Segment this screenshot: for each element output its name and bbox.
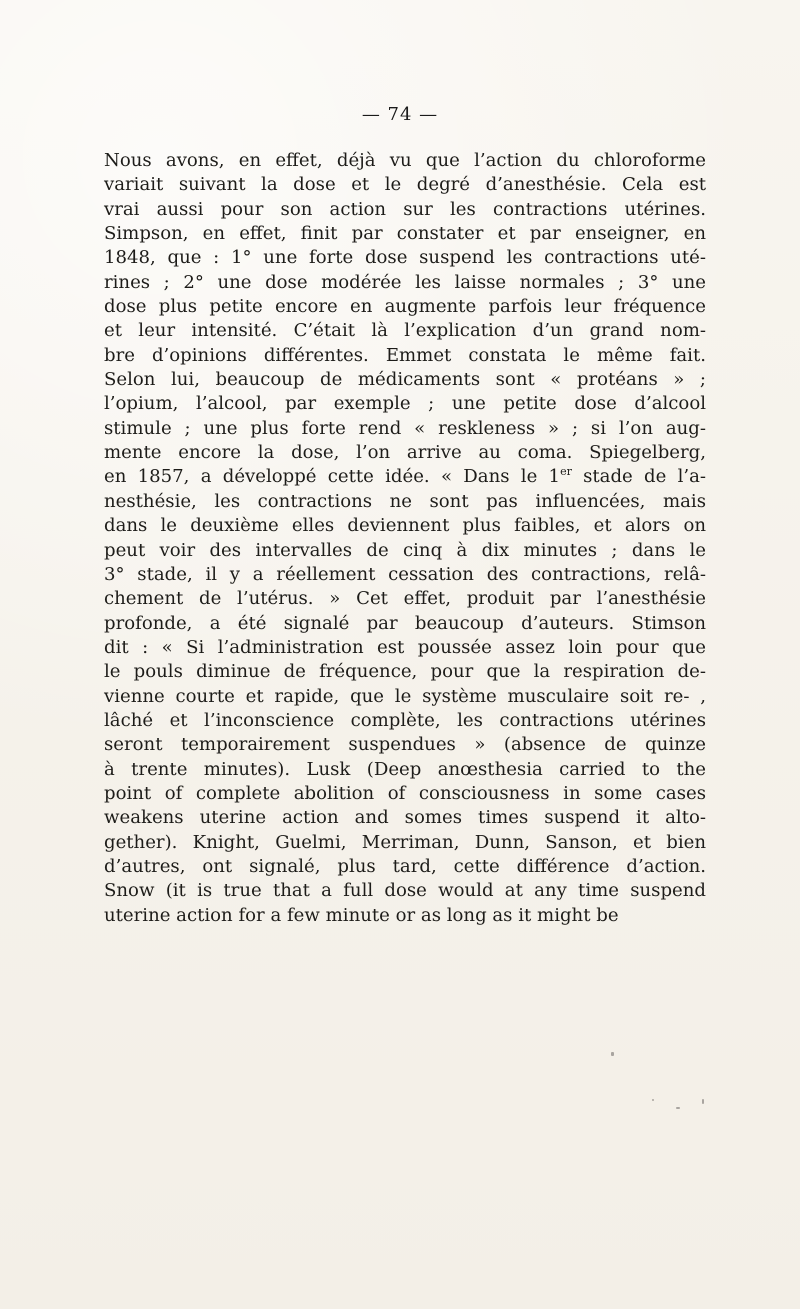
- superscript: er: [560, 465, 572, 479]
- text-line: stimule ; une plus forte rend « reskleness » ; si l’on aug-: [104, 417, 706, 439]
- text-line: en 1857, a développé cette idée. « Dans le 1er stade de l’a-: [104, 465, 707, 488]
- page-number: — 74 —: [361, 104, 439, 125]
- text-line: 3° stade, il y a réellement cessation des contractions, relâ-: [104, 563, 706, 585]
- text-line: Nous avons, en effet, déjà vu que l’action du chloroforme: [104, 150, 706, 171]
- text-line: chement de l’utérus. » Cet effet, produit par l’anesthésie: [104, 588, 706, 610]
- text-line: vienne courte et rapide, que le système musculaire soit re- ,: [104, 685, 706, 707]
- text-line: l’opium, l’alcool, par exemple ; une petite dose d’alcool: [104, 393, 706, 415]
- ink-speck: [652, 1099, 654, 1101]
- ink-speck: [702, 1099, 704, 1104]
- text-line: seront temporairement suspendues » (absence de quinze: [104, 734, 706, 756]
- text-line: point of complete abolition of consciousness in some cases: [104, 782, 706, 804]
- text-line: dose plus petite encore en augmente parfois leur fréquence: [104, 296, 706, 318]
- text-line: gether). Knight, Guelmi, Merriman, Dunn, Sanson, et bien: [104, 831, 706, 853]
- text-line: Simpson, en effet, finit par constater et par enseigner, en: [104, 223, 706, 245]
- text-line: d’autres, ont signalé, plus tard, cette différence d’action.: [104, 855, 706, 877]
- text-line: variait suivant la dose et le degré d’anesthésie. Cela est: [104, 174, 706, 196]
- text-line: lâché et l’inconscience complète, les contractions utérines: [104, 709, 706, 731]
- text-line: 1848, que : 1° une forte dose suspend les contractions uté-: [104, 247, 706, 269]
- text-line: nesthésie, les contractions ne sont pas influencées, mais: [104, 490, 706, 512]
- text-line: Snow (it is true that a full dose would at any time suspend: [104, 880, 706, 902]
- ink-speck: [676, 1107, 680, 1109]
- text-line: uterine action for a few minute or as long as it might be: [104, 904, 619, 926]
- text-line: vrai aussi pour son action sur les contractions utérines.: [104, 198, 706, 220]
- body-text: [104, 149, 706, 928]
- text-line: weakens uterine action and somes times suspend it alto-: [104, 807, 706, 829]
- text-line: peut voir des intervalles de cinq à dix minutes ; dans le: [104, 539, 706, 561]
- text-line: à trente minutes). Lusk (Deep anœsthesia carried to the: [104, 758, 706, 780]
- ink-speck: [611, 1052, 614, 1056]
- text-line: le pouls diminue de fréquence, pour que la respiration de-: [104, 661, 706, 683]
- text-line: et leur intensité. C’était là l’explication d’un grand nom-: [104, 320, 706, 342]
- text-line: bre d’opinions différentes. Emmet constata le même fait.: [104, 344, 706, 366]
- text-line: Selon lui, beaucoup de médicaments sont « protéans » ;: [104, 369, 706, 391]
- text-line: mente encore la dose, l’on arrive au coma. Spiegelberg,: [104, 442, 706, 464]
- text-line: profonde, a été signalé par beaucoup d’auteurs. Stimson: [104, 612, 706, 634]
- text-line: rines ; 2° une dose modérée les laisse normales ; 3° une: [104, 271, 706, 293]
- text-line: dit : « Si l’administration est poussée assez loin pour que: [104, 636, 706, 658]
- text-line: dans le deuxième elles deviennent plus faibles, et alors on: [104, 515, 706, 537]
